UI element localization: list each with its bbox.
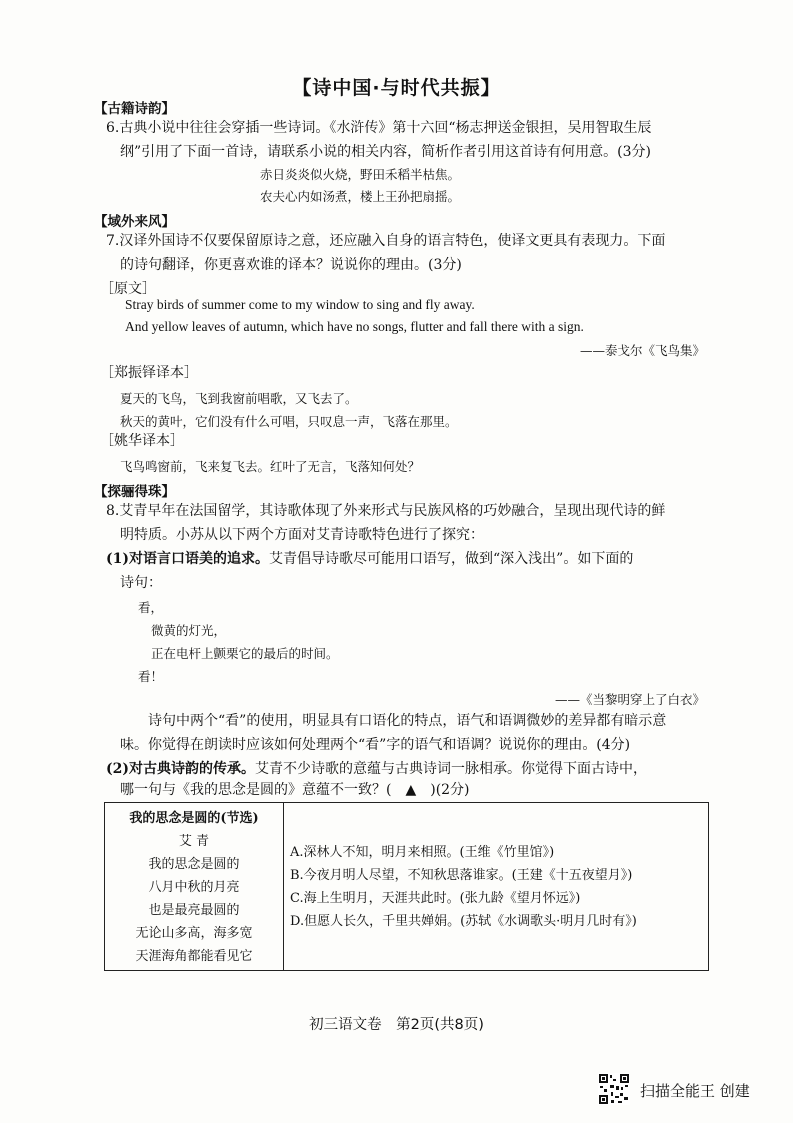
poem-excerpt-cell: [105, 803, 284, 971]
option-b: B.今夜月明人尽望，不知秋思落谁家。(王建《十五夜望月》): [290, 868, 633, 883]
q6-line-1: 6.古典小说中往往会穿插一些诗词。《水浒传》第十六回“杨志押送金银担，吴用智取生辰: [106, 120, 652, 136]
scanner-watermark: 扫描全能王 创建: [640, 1082, 750, 1100]
q7-original-label: ［原文］: [100, 281, 156, 297]
section-heading-pearl: 【探骊得珠】: [94, 484, 175, 500]
q8-part2-line-1: [106, 762, 647, 776]
q7-source: ——泰戈尔《飞鸟集》: [579, 343, 705, 358]
excerpt-line-5: 天涯海角都能看见它: [135, 949, 253, 964]
q6-line-2: 纲”引用了下面一首诗，请联系小说的相关内容，简析作者引用这首诗有何用意。(3分): [120, 144, 651, 160]
verse-source: ——《当黎明穿上了白衣》: [554, 692, 705, 707]
q7-line-2: 的诗句翻译，你更喜欢谁的译本？说说你的理由。(3分): [120, 257, 462, 273]
page-footer: 初三语文卷 第2页(共8页): [309, 1017, 484, 1033]
q8-part1-line-2: 诗句：: [120, 575, 162, 591]
q7-yao-label: ［姚华译本］: [100, 433, 184, 449]
q8-part1-question-2: 味。你觉得在朗读时应该如何处理两个“看”字的语气和语调？说说你的理由。(4分): [120, 737, 631, 753]
q8-part2-rest: 艾青不少诗歌的意蕴与古典诗词一脉相承。你觉得下面古诗中，: [255, 761, 647, 777]
excerpt-poet: 艾 青: [178, 834, 210, 849]
section-heading-foreign: 【域外来风】: [94, 214, 175, 230]
section-heading-classical: 【古籍诗韵】: [94, 101, 175, 117]
q8-part1-head: (1)对语言口语美的追求。: [106, 551, 269, 567]
page-title: 【诗中国·与时代共振】: [292, 77, 501, 99]
q8-line-1: 8.艾青早年在法国留学，其诗歌体现了外来形式与民族风格的巧妙融合，呈现出现代诗的鲜: [106, 503, 666, 519]
excerpt-line-3: 也是最亮最圆的: [148, 903, 240, 918]
q8-part1-line-1: [106, 552, 633, 566]
verse-line-1: 看，: [138, 600, 164, 615]
excerpt-title: 我的思念是圆的(节选): [129, 811, 259, 826]
options-cell: [284, 803, 709, 971]
q8-line-2: 明特质。小苏从以下两个方面对艾青诗歌特色进行了探究：: [120, 527, 484, 543]
verse-line-3: 正在电杆上颤栗它的最后的时间。: [151, 646, 339, 661]
q8-part1-rest: 艾青倡导诗歌尽可能用口语写，做到“深入浅出”。如下面的: [269, 551, 634, 567]
verse-line-4: 看！: [138, 669, 164, 684]
option-d: D.但愿人长久，千里共婵娟。(苏轼《水调歌头·明月几时有》): [290, 914, 637, 929]
option-a: A.深林人不知，明月来相照。(王维《竹里馆》): [290, 845, 555, 860]
excerpt-line-4: 无论山多高，海多宽: [135, 926, 253, 941]
q7-zheng-line-2: 秋天的黄叶，它们没有什么可唱，只叹息一声，飞落在那里。: [120, 414, 458, 429]
q6-poem-line-2: 农夫心内如汤煮，楼上王孙把扇摇。: [260, 189, 461, 204]
q8-part2-line-2: 哪一句与《我的思念是圆的》意蕴不一致？( ▲ )(2分): [120, 782, 470, 798]
excerpt-line-1: 我的思念是圆的: [148, 857, 240, 872]
q7-zheng-label: ［郑振铎译本］: [100, 365, 198, 381]
q7-english-line-2: And yellow leaves of autumn, which have no songs, flutter and fall there with a sign.: [125, 319, 584, 334]
q8-part1-question-1: 诗句中两个“看”的使用，明显具有口语化的特点，语气和语调微妙的差异都有暗示意: [148, 713, 667, 729]
option-c: C.海上生明月，天涯共此时。(张九龄《望月怀远》): [290, 891, 581, 906]
qr-code-icon: [598, 1073, 630, 1105]
q8-part2-head: (2)对古典诗韵的传承。: [106, 761, 255, 777]
q7-zheng-line-1: 夏天的飞鸟，飞到我窗前唱歌，又飞去了。: [120, 391, 358, 406]
excerpt-line-2: 八月中秋的月亮: [148, 880, 240, 895]
q7-english-line-1: Stray birds of summer come to my window to sing and fly away.: [125, 297, 475, 312]
verse-line-2: 微黄的灯光，: [151, 623, 227, 638]
q7-line-1: 7.汉译外国诗不仅要保留原诗之意，还应融入自身的语言特色，使译文更具有表现力。下面: [106, 233, 666, 249]
poem-options-table: [104, 802, 709, 971]
q6-poem-line-1: 赤日炎炎似火烧，野田禾稻半枯焦。: [260, 167, 461, 182]
q7-yao-line: 飞鸟鸣窗前，飞来复飞去。红叶了无言，飞落知何处？: [120, 459, 421, 474]
